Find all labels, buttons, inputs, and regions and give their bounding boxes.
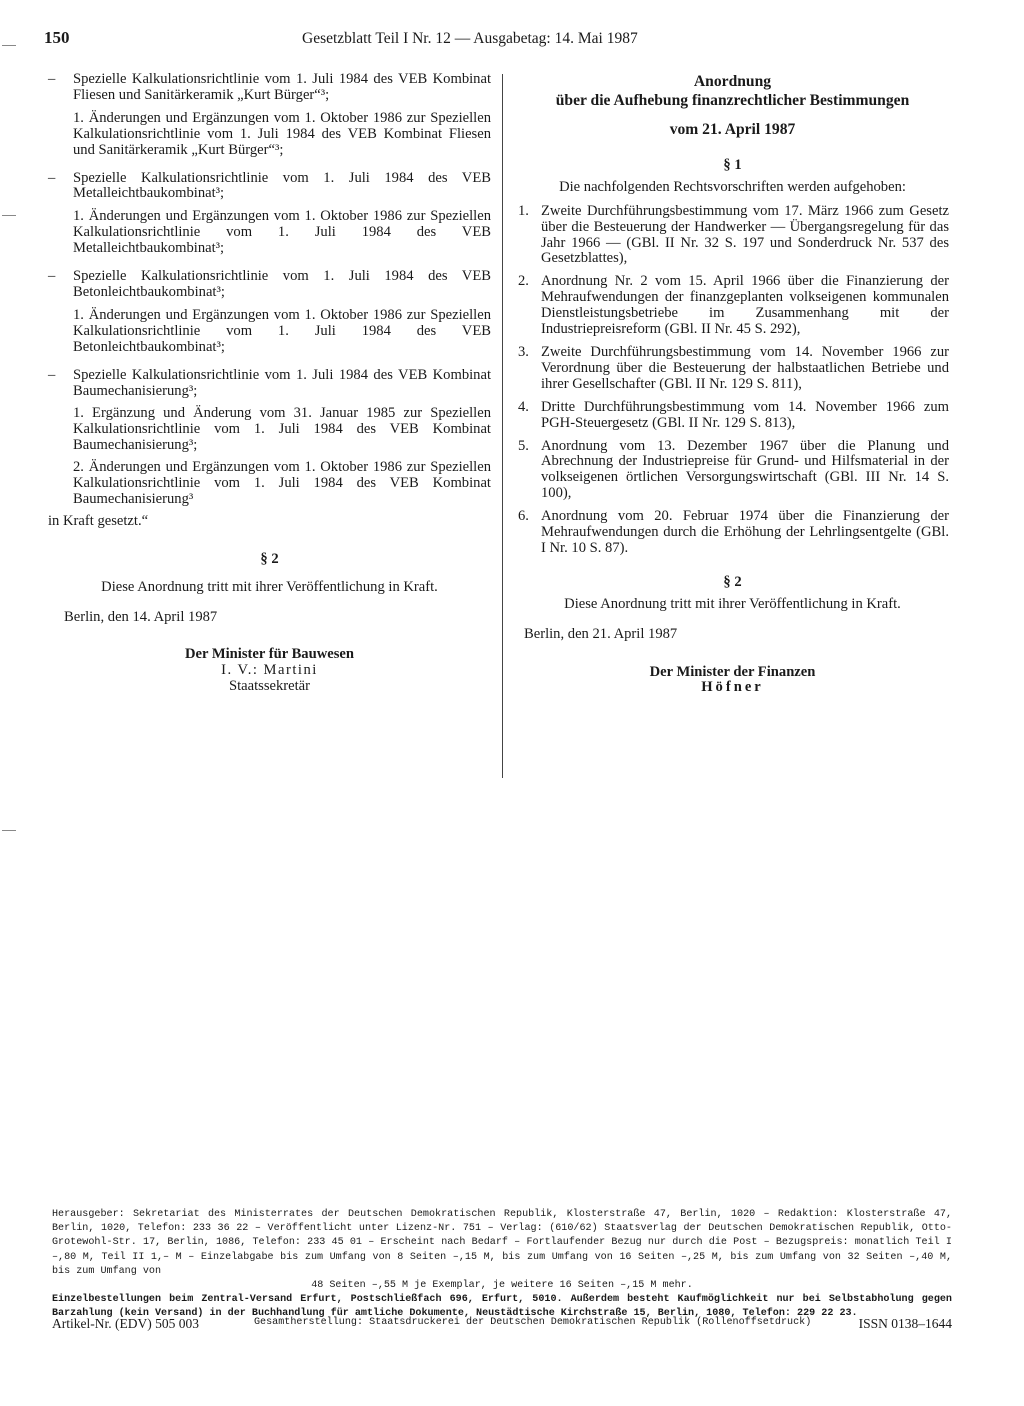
section-intro: Die nachfolgenden Rechtsvorschriften werden aufgehoben:: [559, 178, 906, 195]
regulation-item: [48, 269, 491, 301]
page-number: 150: [44, 28, 70, 47]
signature-block: [48, 647, 491, 695]
scan-edge-mark: [2, 215, 16, 216]
repealed-item: [516, 509, 949, 557]
amendment-item: 1. Ergänzung und Änderung vom 31. Januar 1985 zur Speziellen Kalkulationsrichtlinie vom 1. Juli 1984 des VEB Kombinat Baumechanisierung³;: [73, 405, 491, 454]
regulation-text: Spezielle Kalkulationsrichtlinie vom 1. Juli 1984 des VEB Kombinat Fliesen und Sanitärkeramik „Kurt Bürger“³;: [73, 71, 491, 103]
regulation-text: Spezielle Kalkulationsrichtlinie vom 1. Juli 1984 des VEB Kombinat Baumechanisierung³;: [73, 366, 491, 399]
order-info: Einzelbestellungen beim Zentral-Versand Erfurt, Postschließfach 696, Erfurt, 5010. Außerdem besteht Kaufmöglichkeit nur bei Selbstabholung gegen Barzahlung (kein Versand) in der Buchhandlung für amtliche Dokumente, Neustädtische Kirchstraße 15, Berlin, 1080, Telefon: 229 22 23.: [52, 1294, 952, 1320]
closing-text: in Kraft gesetzt.“: [48, 512, 149, 529]
signature-role: Staatssekretär: [228, 678, 311, 695]
amendment-item: 1. Änderungen und Ergänzungen vom 1. Oktober 1986 zur Speziellen Kalkulationsrichtlinie vom 1. Juli 1984 des VEB Kombinat Fliesen und Sanitärkeramik „Kurt Bürger“³;: [73, 109, 491, 158]
publisher-info-last: 48 Seiten –,55 M je Exemplar, je weitere 16 Seiten –,15 M mehr.: [311, 1280, 693, 1292]
dash-marker: –: [48, 366, 56, 383]
place-date: Berlin, den 21. April 1987: [524, 625, 678, 642]
printer-info: Gesamtherstellung: Staatsdruckerei der Deutschen Demokratischen Republik (Rollenoffsetdruck): [254, 1317, 812, 1328]
section-heading: § 2: [723, 573, 742, 590]
signature-block: [516, 665, 949, 697]
place-date: Berlin, den 14. April 1987: [64, 608, 218, 625]
signature-name: Höfner: [701, 679, 764, 696]
item-number: 2.: [518, 273, 529, 290]
repealed-item: [516, 345, 949, 393]
signature-title: Der Minister der Finanzen: [649, 663, 816, 680]
regulation-item: [48, 368, 491, 400]
repealed-item: [516, 204, 949, 268]
dash-marker: –: [48, 169, 56, 186]
regulation-item: [48, 72, 491, 104]
item-number: 3.: [518, 343, 529, 360]
issn: ISSN 0138–1644: [858, 1316, 952, 1331]
item-number: 1.: [518, 202, 529, 219]
repealed-list: [516, 204, 949, 557]
repealed-item: [516, 274, 949, 338]
scan-edge-mark: [2, 45, 16, 46]
order-date: vom 21. April 1987: [669, 121, 796, 138]
right-column: [516, 72, 949, 696]
section-text: Diese Anordnung tritt mit ihrer Veröffentlichung in Kraft.: [101, 578, 438, 595]
item-text: Anordnung Nr. 2 vom 15. April 1966 über die Finanzierung der Mehraufwendungen der finanzgeplanten volkseigenen kommunalen Dienstleistungsbetriebe im Zusammenhang mit der Industriepreisreform (GBl. II Nr. 45 S. 292),: [541, 273, 949, 338]
dash-marker: –: [48, 71, 56, 87]
scan-edge-mark: [2, 830, 16, 831]
amendment-item: 1. Änderungen und Ergänzungen vom 1. Oktober 1986 zur Speziellen Kalkulationsrichtlinie vom 1. Juli 1984 des VEB Betonleichtbaukombinat³;: [73, 306, 491, 355]
amendment-item: 2. Änderungen und Ergänzungen vom 1. Oktober 1986 zur Speziellen Kalkulationsrichtlinie vom 1. Juli 1984 des VEB Kombinat Baumechanisierung³: [73, 459, 491, 507]
column-divider: [502, 74, 503, 778]
item-number: 4.: [518, 398, 529, 415]
item-number: 6.: [518, 508, 529, 525]
regulation-text: Spezielle Kalkulationsrichtlinie vom 1. Juli 1984 des VEB Betonleichtbaukombinat³;: [73, 268, 491, 300]
article-number: Artikel-Nr. (EDV) 505 003: [52, 1316, 199, 1331]
item-text: Zweite Durchführungsbestimmung vom 14. November 1966 zur Verordnung über die Besteuerung der halbstaatlichen Betriebe und ihrer Gesellschafter (GBl. II Nr. 129 S. 811),: [541, 343, 949, 392]
section-heading: § 1: [723, 156, 742, 173]
repealed-item: [516, 439, 949, 503]
publisher-info: Herausgeber: Sekretariat des Ministerrates der Deutschen Demokratischen Republik, Klosterstraße 47, Berlin, 1020 – Redaktion: Klosterstraße 47, Berlin, 1020, Telefon: 233 36 22 – Veröffentlicht unter Lizenz-Nr. 751 – Verlag: (610/62) Staatsverlag der Deutschen Demokratischen Republik, Otto-Grotewohl-Str. 17, Berlin, 1086, Telefon: 233 45 01 – Erscheint nach Bedarf – Fortlaufender Bezug nur durch die Post – Bezugspreis: monatlich Teil I –,80 M, Teil II 1,– M – Einzelabgabe bis zum Umfang von 8 Seiten –,15 M, bis zum Umfang von 16 Seiten –,25 M, bis zum Umfang von 32 Seiten –,40 M, bis zum Umfang von: [52, 1209, 952, 1277]
left-column: [48, 72, 491, 695]
order-title-line2: über die Aufhebung finanzrechtlicher Bestimmungen: [555, 92, 910, 109]
repealed-item: [516, 400, 949, 432]
section-text: Diese Anordnung tritt mit ihrer Veröffentlichung in Kraft.: [564, 595, 901, 612]
item-text: Anordnung vom 13. Dezember 1967 über die Planung und Abrechnung der Industriepreise für Grund- und Hilfsmaterial in der volkseigenen örtlichen Versorgungswirtschaft (GBl. III Nr. 14 S. 100),: [541, 437, 949, 502]
regulation-text: Spezielle Kalkulationsrichtlinie vom 1. Juli 1984 des VEB Metalleichtbaukombinat³;: [73, 169, 491, 202]
order-title: [516, 72, 949, 110]
footer-row: [52, 1316, 952, 1332]
regulation-list: [48, 72, 491, 508]
item-text: Zweite Durchführungsbestimmung vom 17. März 1966 zum Gesetz über die Besteuerung der Handwerker — Übergangsregelung für das Jahr 1966 — (GBl. II Nr. 32 S. 197 und Sonderdruck Nr. 537 des Gesetzblattes),: [541, 202, 949, 267]
dash-marker: –: [48, 268, 56, 285]
signature-title: Der Minister für Bauwesen: [184, 646, 355, 663]
page-header: [44, 26, 704, 52]
order-title-line1: Anordnung: [693, 73, 772, 90]
signature-name: I. V.: Martini: [221, 662, 318, 679]
amendment-item: 1. Änderungen und Ergänzungen vom 1. Oktober 1986 zur Speziellen Kalkulationsrichtlinie vom 1. Juli 1984 des VEB Metalleichtbaukombinat³;: [73, 208, 491, 257]
item-number: 5.: [518, 437, 529, 454]
item-text: Dritte Durchführungsbestimmung vom 14. November 1966 zum PGH-Steuergesetz (GBl. II Nr. 129 S. 813),: [541, 398, 949, 431]
running-head: Gesetzblatt Teil I Nr. 12 — Ausgabetag: 14. Mai 1987: [302, 30, 638, 47]
imprint: [52, 1208, 952, 1322]
item-text: Anordnung vom 20. Februar 1974 über die Finanzierung der Mehraufwendungen durch die Erhöhung der Lehrlingsentgelte (GBl. I Nr. 10 S. 87).: [541, 508, 949, 556]
section-heading: § 2: [260, 550, 279, 567]
regulation-item: [48, 171, 491, 203]
